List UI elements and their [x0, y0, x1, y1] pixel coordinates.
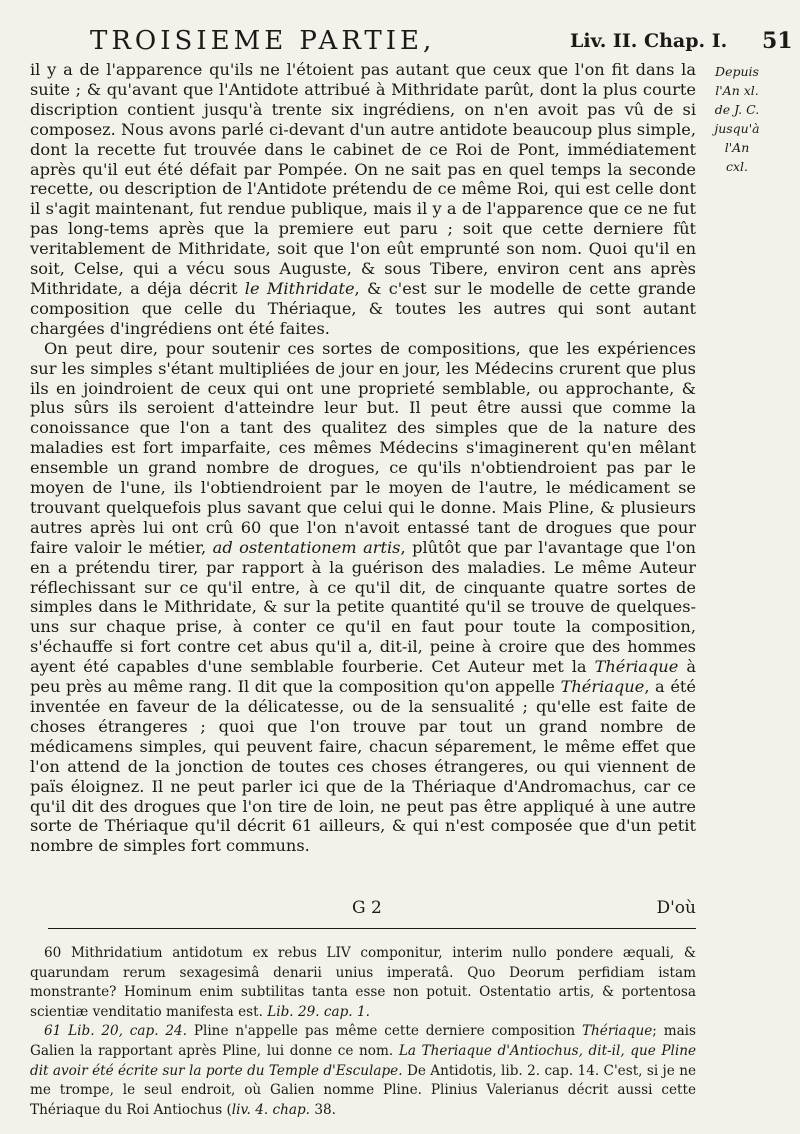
italic-run: Lib. 29. cap. 1. — [267, 1003, 370, 1020]
margin-note — [700, 62, 774, 176]
paragraph-2 — [30, 339, 696, 857]
signature-row — [30, 898, 696, 920]
text-run: De Antidotis, lib. 2. cap. 14. C'est, si je ne me trompe, le seul endroit, où Galien nomme Pline. Plinius Valerianus décrit aussi cette Thériaque du Roi Antiochus ( — [30, 1062, 696, 1118]
margin-note-line: cxl. — [725, 159, 749, 174]
part-title: TROISIEME PARTIE, — [90, 26, 436, 56]
margin-note-line: Depuis — [715, 64, 759, 79]
margin-note-line: de J. C. — [714, 102, 760, 117]
page-number: 51 — [762, 28, 793, 54]
margin-note-line: l'An xl. — [715, 83, 759, 98]
text-run: à peu près au même rang. Il dit que la composition qu'on appelle — [30, 657, 696, 697]
margin-note-line: l'An — [724, 140, 750, 155]
text-run: 38. — [314, 1101, 336, 1118]
footnote-60 — [30, 944, 696, 1022]
text-run: ; mais Galien la rapportant après Pline, lui donne ce nom. — [30, 1023, 697, 1059]
running-head — [90, 26, 793, 58]
italic-run: La Theriaque d'Antiochus, dit-il, que Pline dit avoir été écrite sur la porte du Temple d'Esculape. — [30, 1042, 696, 1079]
italic-run: liv. 4. chap. — [231, 1101, 310, 1118]
footnote-rule — [48, 928, 696, 929]
italic-run: Thériaque — [581, 1023, 653, 1040]
main-text — [30, 60, 696, 856]
catchword: D'où — [656, 898, 696, 918]
footnotes — [30, 944, 696, 1120]
text-run: il y a de l'apparence qu'ils ne l'étoient pas autant que ceux que l'on fit dans la suite ; & qu'avant que l'Antidote attribué à Mithridate parût, dont la plus courte discription contient jusqu'à trente six ingrédiens, on n'en avoit pas vû de si composez. Nous avons parlé ci-devant d'un autre antidote beaucoup plus simple, dont la recette fut trouvée dans le cabinet de ce Roi de Pont, immédiatement après qu'il eut été défait par Pompée. On ne sait pas en quel temps la seconde recette, ou description de l'Antidote prétendu de ce même Roi, qui est celle dont il s'agit maintenant, fut rendue publique, mais il y a de l'apparence que ce ne fut pas long-tems après que la premiere eut paru ; soit que cette derniere fût veritablement de Mithridate, soit que l'on eût emprunté son nom. Quoi qu'il en soit, Celse, qui a vécu sous Auguste, & sous Tibere, environ cent ans après Mithridate, a déja décrit — [30, 60, 696, 298]
footnote-61 — [30, 1022, 696, 1120]
text-run: On peut dire, pour soutenir ces sortes de compositions, que les expériences sur les simples s'étant multipliées de jour en jour, les Médecins crurent que plus ils en joindroient de ceux qui ont une proprieté semblable, ou approchante, & plus sûrs ils seroient d'atteindre leur but. Il peut être aussi que comme la conoissance que l'on a tant des qualitez des simples que de la nature des maladies est fort imparfaite, ces mêmes Médecins s'imaginerent qu'en mêlant ensemble un grand nombre de drogues, ce qu'ils n'obtiendroient pas par le moyen de l'une, ils l'obtiendroient par le moyen de l'autre, le médicament se trouvant quelquefois plus savant que celui qui le donne. Mais Pline, & plusieurs autres après lui ont crû 60 que l'on n'avoit entassé tant de drogues que pour faire valoir le métier, — [30, 338, 696, 557]
margin-note-line: jusqu'à — [714, 121, 760, 136]
text-run: Pline n'appelle pas même cette derniere composition — [193, 1023, 576, 1040]
text-run: , a été inventée en faveur de la délicatesse, ou de la sensualité ; qu'elle est faite de choses étrangeres ; quoi que l'on trouve par tout un grand nombre de médicamens simples, qui peuvent faire, chacun séparement, le même effet que l'on attend de la jonction de toutes ces choses étrangeres, ou qui viennent de païs éloignez. Il ne peut parler ici que de la Thériaque d'Andromachus, car ce qu'il dit des drogues que l'on tire de loin, ne peut pas être appliqué à une autre sorte de Thériaque qu'il décrit 61 ailleurs, & qui n'est composée que d'un petit nombre de simples fort communs. — [30, 677, 696, 856]
italic-run: Thériaque — [560, 677, 645, 697]
italic-run: 61 Lib. 20, cap. 24. — [44, 1023, 187, 1040]
italic-run: ad ostentationem artis — [212, 537, 401, 557]
paragraph-1 — [30, 60, 696, 339]
italic-run: Thériaque — [594, 657, 679, 677]
text-run: , plûtôt que par l'avantage que l'on en a prétendu tirer, par rapport à la guérison des maladies. Le même Auteur réflechissant sur ce qu'il entre, à ce qu'il dit, de cinquante quatre sortes de simples dans le Mithridate, & sur la petite quantité qu'il se trouve de quelques-uns sur chaque prise, à conter ce qu'il en faut pour toute la composition, s'échauffe si fort contre cet abus qu'il a, dit-il, peine à croire que des hommes ayent été capables d'une semblable fourberie. Cet Auteur met la — [30, 537, 696, 677]
signature-mark: G 2 — [352, 898, 382, 918]
italic-run: le Mithridate — [244, 278, 355, 298]
book-chapter: Liv. II. Chap. I. — [570, 30, 728, 52]
text-run: 60 Mithridatium antidotum ex rebus LIV componitur, interim nullo pondere æquali, & quarundam rerum sexagesimâ denarii unius imperatâ. Quo Deorum perfidiam istam monstrante? Hominum enim subtilitas tanta esse non potuit. Ostentatio artis, & portentosa scientiæ venditatio manifesta est. — [30, 945, 696, 1020]
text-run: , & c'est sur le modelle de cette grande composition que celle du Thériaque, & toutes les autres qui sont autant chargées d'ingrédiens ont été faites. — [30, 278, 696, 338]
